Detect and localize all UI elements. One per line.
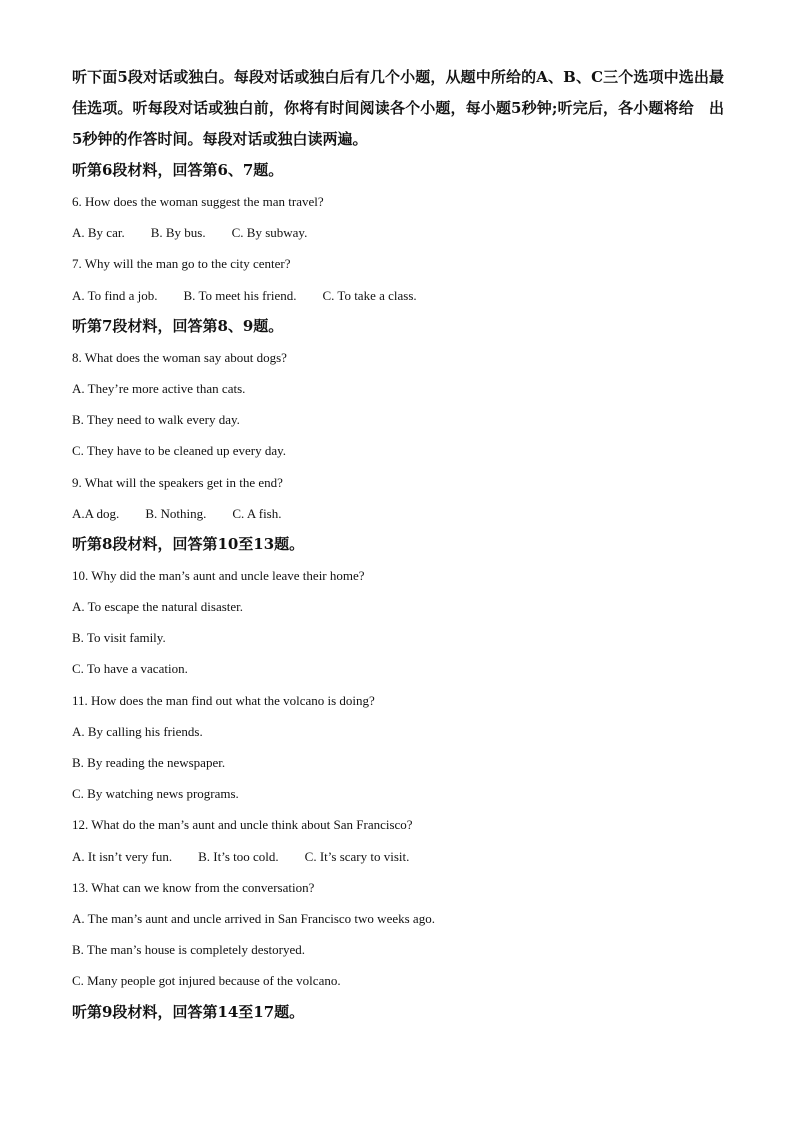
option-11c: C. By watching news programs.: [72, 786, 239, 802]
option-13a: A. The man’s aunt and uncle arrived in San Francisco two weeks ago.: [72, 910, 435, 926]
option-7a: A. To find a job.: [72, 287, 158, 303]
exam-page: [72, 62, 724, 1028]
option-13b: B. The man’s house is completely destoryed.: [72, 942, 305, 958]
option-7c: C. To take a class.: [322, 287, 417, 303]
question-10: 10. Why did the man’s aunt and uncle leave their home?: [72, 567, 365, 583]
option-7b: B. To meet his friend.: [183, 287, 297, 303]
options-9: [72, 498, 724, 529]
option-13c: C. Many people got injured because of the volcano.: [72, 973, 341, 989]
option-11b: B. By reading the newspaper.: [72, 755, 226, 770]
option-12b: B. It’s too cold.: [198, 848, 279, 864]
question-6: 6. How does the woman suggest the man travel?: [72, 194, 324, 209]
listening-instructions: 听下面5段对话或独白。每段对话或独白后有几个小题，从题中所给的A、B、C三个选项中选出最佳选项。听每段对话或独白前，你将有时间阅读各个小题，每小题5秒钟;听完后，各小题将给 出5秒钟的作答时间。每段对话或独白读两遍。: [72, 68, 724, 148]
question-11: 11. How does the man find out what the volcano is doing?: [72, 692, 375, 708]
section-heading-6: 听第6段材料，回答第6、7题。: [72, 161, 284, 179]
option-8b: B. They need to walk every day.: [72, 412, 240, 428]
section-heading-7: 听第7段材料，回答第8、9题。: [72, 316, 284, 335]
option-12c: C. It’s scary to visit.: [304, 848, 410, 864]
option-10a: A. To escape the natural disaster.: [72, 599, 244, 615]
option-10c: C. To have a vacation.: [72, 661, 188, 677]
section-heading-8: 听第8段材料，回答第10至13题。: [72, 534, 305, 553]
option-8a: A. They’re more active than cats.: [72, 380, 246, 396]
question-12: 12. What do the man’s aunt and uncle think about San Francisco?: [72, 817, 413, 833]
option-6c: C. By subway.: [231, 225, 308, 241]
option-6a: A. By car.: [72, 225, 125, 241]
question-13: 13. What can we know from the conversation?: [72, 879, 315, 895]
section-heading-9: 听第9段材料，回答第14至17题。: [72, 1002, 305, 1021]
options-6: [72, 217, 724, 248]
question-8: 8. What does the woman say about dogs?: [72, 349, 287, 365]
question-7: 7. Why will the man go to the city center?: [72, 256, 291, 272]
option-9c: C. A fish.: [232, 505, 282, 521]
option-11a: A. By calling his friends.: [72, 723, 203, 739]
options-12: [72, 841, 724, 872]
option-10b: B. To visit family.: [72, 630, 166, 646]
option-9a: A.A dog.: [72, 505, 120, 521]
option-12a: A. It isn’t very fun.: [72, 848, 173, 864]
question-9: 9. What will the speakers get in the end?: [72, 474, 283, 490]
options-7: [72, 280, 724, 311]
option-6b: B. By bus.: [150, 225, 206, 241]
option-9b: B. Nothing.: [145, 505, 207, 521]
option-8c: C. They have to be cleaned up every day.: [72, 443, 287, 459]
